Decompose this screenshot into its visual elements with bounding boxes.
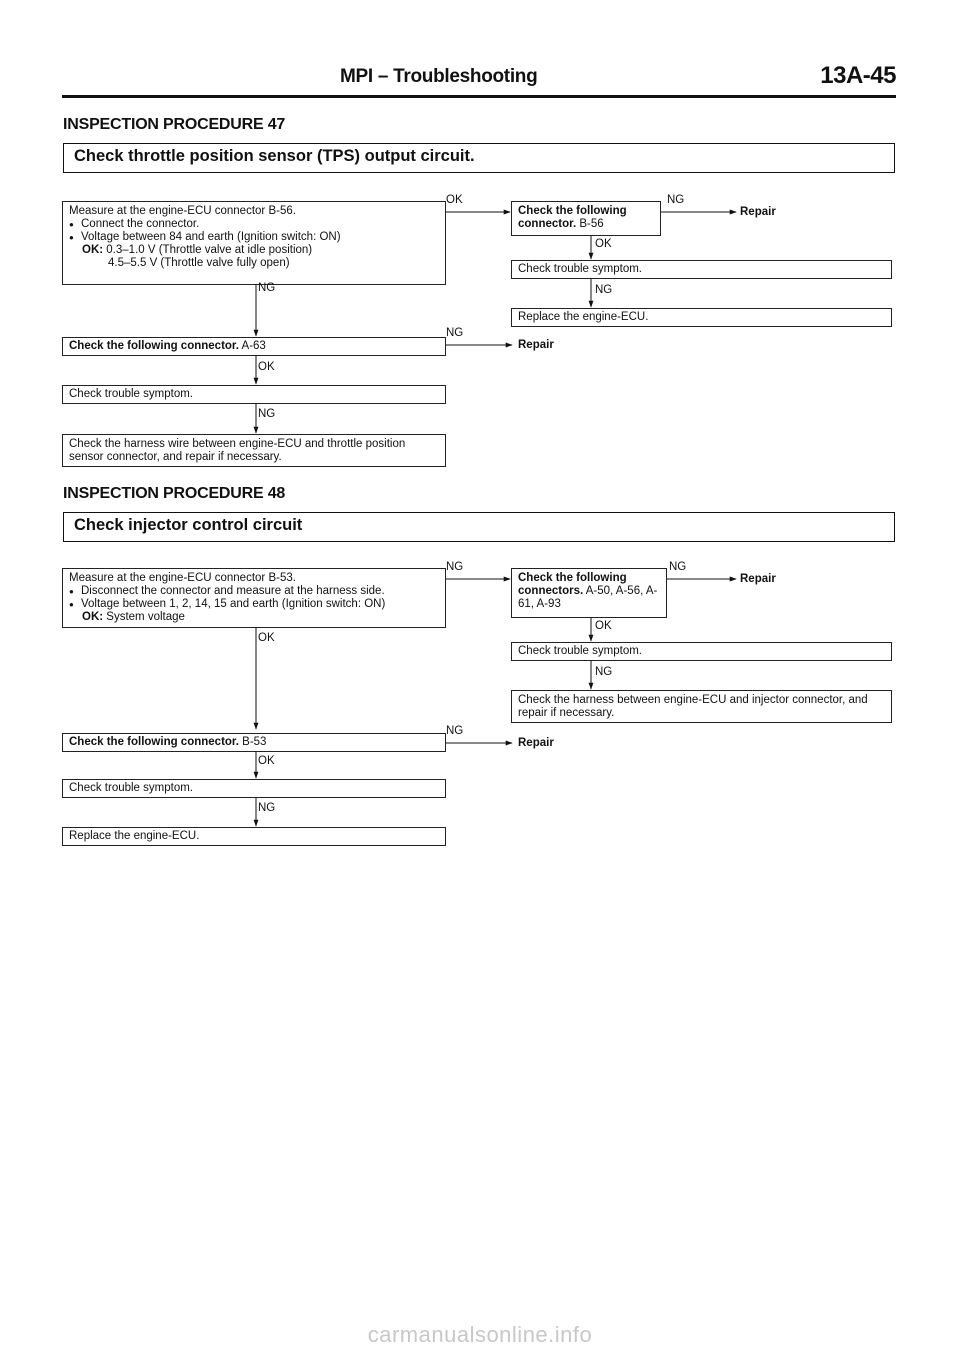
p47-ok-spec [69,244,439,257]
p47-label-ng-5: NG [258,408,276,420]
p47-label-ok-2: OK [595,238,612,250]
p48-label-ok-2: OK [258,632,275,644]
p47-check-b56-bold: Check the following connector. [518,205,627,230]
p47-check-b56-box [511,201,661,236]
p47-ok-open: 4.5–5.5 V (Throttle valve fully open) [108,257,290,269]
p48-label-ng-2: NG [669,561,687,573]
p48-label-ng-5: NG [258,802,276,814]
p48-replace-ecu-box: Replace the engine-ECU. [62,827,446,846]
p47-label-ok-3: OK [258,361,275,373]
p48-ok-spec [69,611,439,624]
p47-check-b56-text: B-56 [576,218,604,230]
p48-label-ng-3: NG [595,666,613,678]
p47-measure-bullets [69,218,439,244]
p47-ok-label: OK: [82,244,104,256]
page-number: 13A-45 [820,62,896,89]
procedure-47-title: INSPECTION PROCEDURE 47 [63,116,286,133]
procedure-48-title: INSPECTION PROCEDURE 48 [63,485,286,502]
p47-bullet-voltage: ● Voltage between 84 and earth (Ignition switch: ON) [69,231,439,244]
p47-ok-idle: 0.3–1.0 V (Throttle valve at idle position) [103,244,313,256]
p48-measure-line: Measure at the engine-ECU connector B-53. [69,572,296,584]
p47-measure-line: Measure at the engine-ECU connector B-56. [69,205,296,217]
p47-check-a63-box [62,337,446,356]
p47-label-ng: NG [667,194,685,206]
p48-check-connectors-bold: Check the following connectors. [518,572,627,597]
p48-label-ok: OK [595,620,612,632]
p48-label-ng-4: NG [446,725,464,737]
p47-check-a63-text: A-63 [238,340,266,352]
p47-harness-box: Check the harness wire between engine-ECU and throttle position sensor connector, and repair if necessary. [62,434,446,467]
p47-label-ok: OK [446,194,463,206]
p48-check-b53-box [62,733,446,752]
p48-trouble-left-box: Check trouble symptom. [62,779,446,798]
p48-harness-box: Check the harness between engine-ECU and injector connector, and repair if necessary. [511,690,892,723]
procedure-48-heading: Check injector control circuit [63,512,895,542]
p48-label-ok-3: OK [258,755,275,767]
p47-label-ng-3: NG [258,282,276,294]
p47-bullet-connect: ● Connect the connector. [69,218,439,231]
p47-check-a63-bold: Check the following connector. [69,340,239,352]
p48-label-ng: NG [446,561,464,573]
p48-measure-box [62,568,446,628]
p48-check-connectors-text: A-50, A-56, A-61, A-93 [518,585,658,610]
p47-label-ng-2: NG [595,284,613,296]
p47-replace-ecu-box: Replace the engine-ECU. [511,308,892,327]
p47-repair-1: Repair [740,206,776,218]
p48-check-b53-bold: Check the following connector. [69,736,239,748]
p48-check-connectors-box [511,568,667,618]
p48-trouble-right-box: Check trouble symptom. [511,642,892,661]
p48-repair-1: Repair [740,573,776,585]
p47-trouble-right-box: Check trouble symptom. [511,260,892,279]
watermark: carmanualsonline.info [367,1322,593,1347]
p47-label-ng-4: NG [446,327,464,339]
p48-bullet-disconnect: ● Disconnect the connector and measure at the harness side. [69,585,439,598]
p48-check-b53-text: B-53 [238,736,267,748]
p47-repair-2: Repair [518,339,554,351]
p47-measure-box [62,201,446,285]
p48-ok-system: System voltage [103,611,185,623]
page-title: MPI – Troubleshooting [340,66,538,87]
p48-ok-label: OK: [82,611,104,623]
p48-measure-bullets [69,585,439,611]
procedure-47-heading: Check throttle position sensor (TPS) output circuit. [63,143,895,173]
p48-repair-2: Repair [518,737,554,749]
p48-bullet-voltage: ● Voltage between 1, 2, 14, 15 and earth (Ignition switch: ON) [69,598,439,611]
p47-trouble-left-box: Check trouble symptom. [62,385,446,404]
